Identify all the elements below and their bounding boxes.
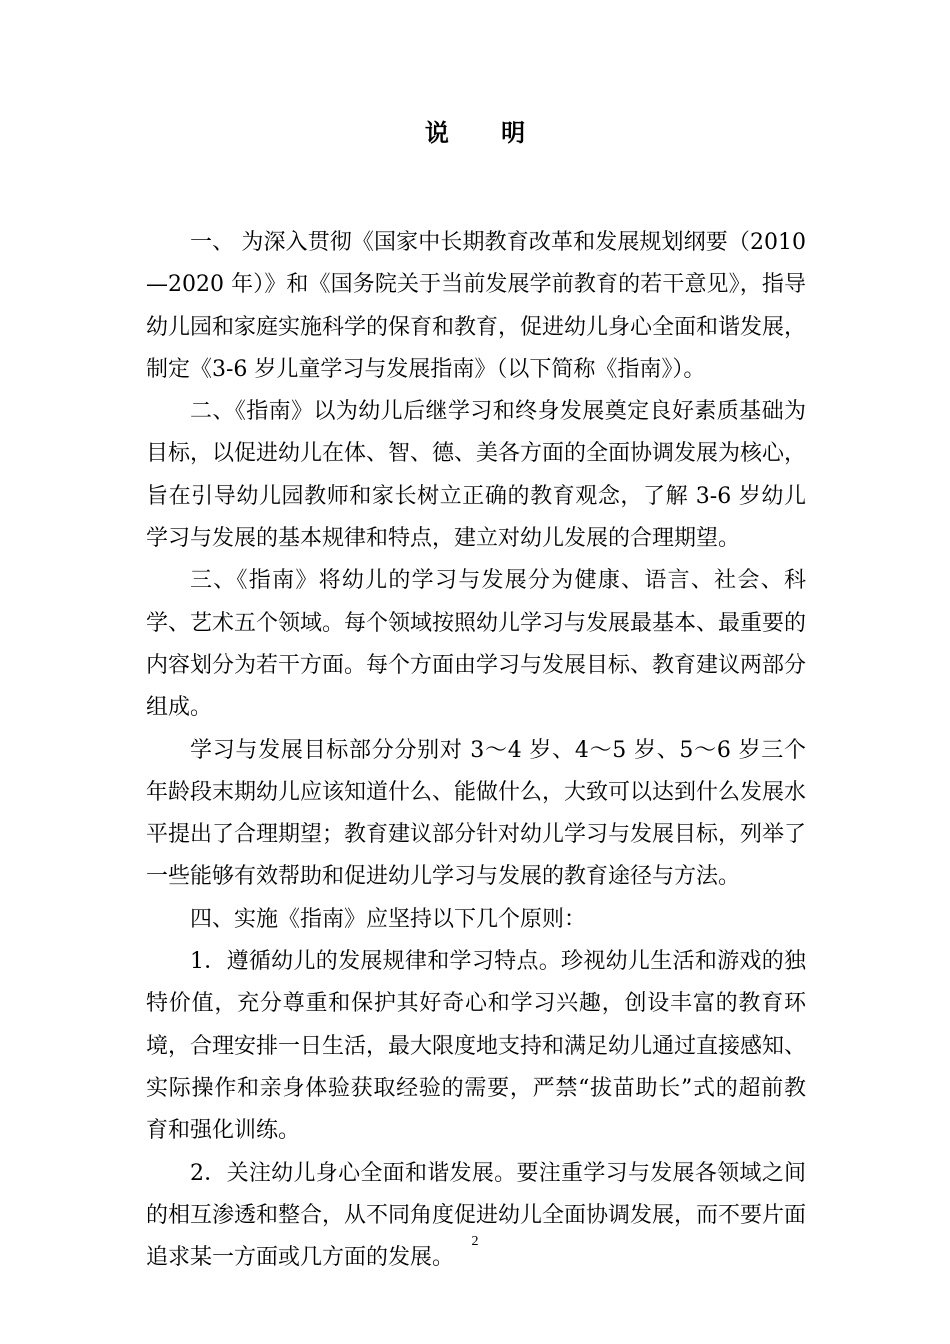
paragraph-2: 二、《指南》以为幼儿后继学习和终身发展奠定良好素质基础为目标，以促进幼儿在体、智、德、美各方面的全面协调发展为核心，旨在引导幼儿园教师和家长树立正确的教育观念，了解 3-6 岁幼儿学习与发展的基本规律和特点，建立对幼儿发展的合理期望。 xyxy=(146,399,807,552)
paragraph-3: 三、《指南》将幼儿的学习与发展分为健康、语言、社会、科学、艺术五个领域。每个领域按照幼儿学习与发展最基本、最重要的内容划分为若干方面。每个方面由学习与发展目标、教育建议两部分组成。 xyxy=(146,568,807,721)
paragraph-5: 四、实施《指南》应坚持以下几个原则： xyxy=(190,906,587,932)
paragraph-7: 2．关注幼儿身心全面和谐发展。要注重学习与发展各领域之间的相互渗透和整合，从不同角度促进幼儿全面协调发展，而不要片面追求某一方面或几方面的发展。 xyxy=(146,1160,807,1271)
page-number: 2 xyxy=(471,1234,479,1249)
document-body xyxy=(146,222,806,1279)
paragraph-4: 学习与发展目标部分分别对 3～4 岁、4～5 岁、5～6 岁三个年龄段末期幼儿应该知道什么、能做什么，大致可以达到什么发展水平提出了合理期望；教育建议部分针对幼儿学习与发展目标，列举了一些能够有效帮助和促进幼儿学习与发展的教育途径与方法。 xyxy=(146,737,807,890)
paragraph-1: 一、 为深入贯彻《国家中长期教育改革和发展规划纲要（2010—2020 年）》和《国务院关于当前发展学前教育的若干意见》，指导幼儿园和家庭实施科学的保育和教育，促进幼儿身心全面和谐发展，制定《3-6 岁儿童学习与发展指南》（以下简称《指南》）。 xyxy=(146,230,807,382)
paragraph-6: 1．遵循幼儿的发展规律和学习特点。珍视幼儿生活和游戏的独特价值，充分尊重和保护其好奇心和学习兴趣，创设丰富的教育环境，合理安排一日生活，最大限度地支持和满足幼儿通过直接感知、实际操作和亲身体验获取经验的需要，严禁“拔苗助长”式的超前教育和强化训练。 xyxy=(146,949,807,1144)
page-title: 说 明 xyxy=(424,118,548,147)
